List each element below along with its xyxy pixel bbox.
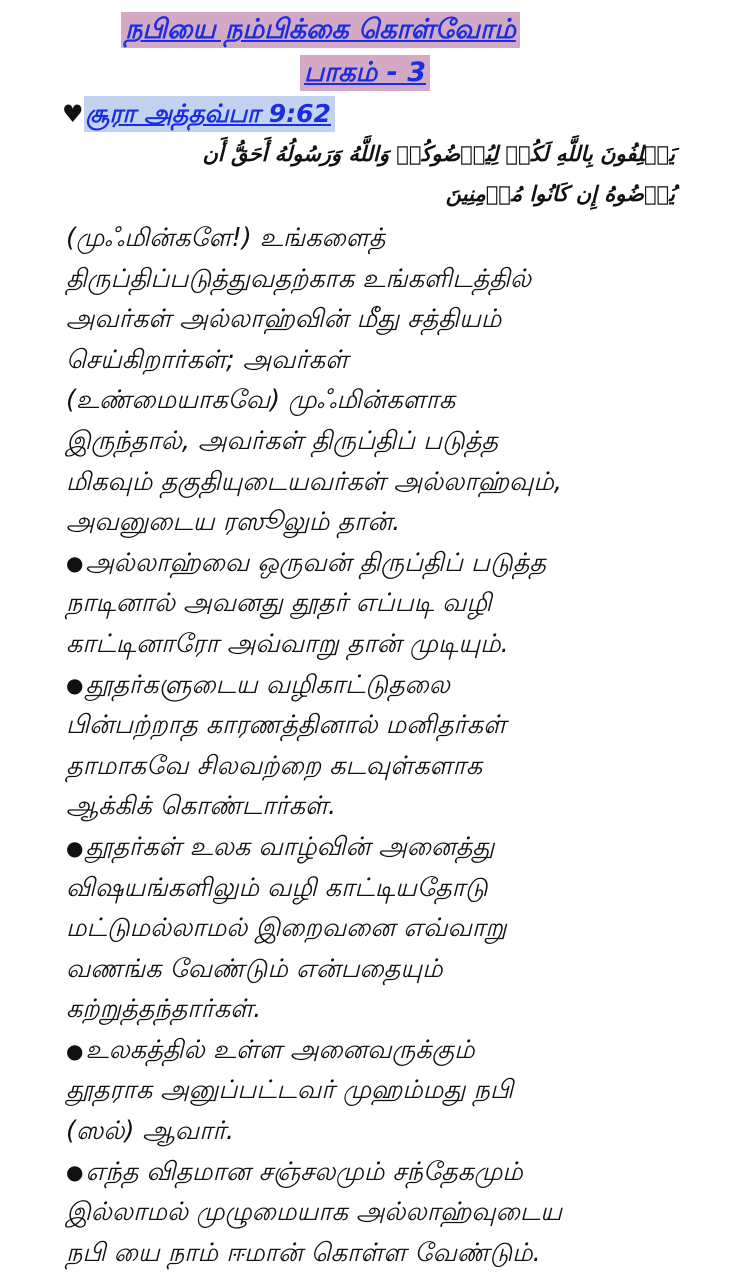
text-line: வணங்க வேண்டும் என்பதையும்	[66, 953, 443, 984]
text-line: ஆக்கிக் கொண்டார்கள்.	[66, 791, 337, 822]
bullet-line: ●தூதர்கள் உலக வாழ்வின் அனைத்து	[66, 831, 495, 862]
bullet-line: ●உலகத்தில் உள்ள அனைவருக்கும்	[66, 1034, 475, 1065]
text-line: செய்கிறார்கள்; அவர்கள்	[66, 344, 349, 375]
text-line: தாமாகவே சிலவற்றை கடவுள்களாக	[66, 750, 483, 781]
bullet-line: ●அல்லாஹ்வை ஒருவன் திருப்திப் படுத்த	[66, 547, 547, 578]
text-line: (முஃமின்களே!) உங்களைத்	[66, 223, 386, 253]
text-line: இருந்தால், அவர்கள் திருப்திப் படுத்த	[66, 425, 499, 456]
text-line: அவனுடைய ரஸூலும் தான்.	[66, 507, 401, 538]
arabic-verse-line-2: يُرۡضُوهُ إِن كَانُوا مُؤۡمِنِينَ	[445, 181, 675, 206]
text-line: திருப்திப்படுத்துவதற்காக உங்களிடத்தில்	[66, 263, 532, 294]
arabic-verse-line-1: يَحۡلِفُونَ بِاللَّهِ لَكُمۡ لِيُرۡضُوكُمۡ وَاللَّهُ وَرَسُولُهُ أَحَقُّ أَن	[202, 141, 675, 166]
text-line: அவர்கள் அல்லாஹ்வின் மீது சத்தியம்	[66, 304, 502, 335]
surah-label: சூரா அத்தவ்பா 9:62	[84, 96, 335, 132]
bullet-line: ●எந்த விதமான சஞ்சலமும் சந்தேகமும்	[66, 1156, 523, 1187]
title-line-1: நபியை நம்பிக்கை கொள்வோம்	[121, 12, 520, 48]
bullet-icon: ●	[66, 673, 84, 698]
title-line-2: பாகம் - 3	[300, 55, 430, 91]
text-line: மிகவும் தகுதியுடையவர்கள் அல்லாஹ்வும்,	[66, 466, 563, 497]
text-line: நபி யை நாம் ஈமான் கொள்ள வேண்டும்.	[66, 1237, 541, 1268]
bullet-icon: ●	[66, 835, 84, 860]
surah-reference	[62, 96, 335, 132]
heart-icon: ♥	[62, 100, 84, 128]
text-line: கற்றுத்தந்தார்கள்.	[66, 994, 262, 1025]
text-line: பின்பற்றாத காரணத்தினால் மனிதர்கள்	[66, 710, 507, 741]
text-line: (உண்மையாகவே) முஃமின்களாக	[66, 385, 456, 416]
bullet-icon: ●	[66, 1038, 84, 1063]
text-line: இல்லாமல் முழுமையாக அல்லாஹ்வுடைய	[66, 1197, 563, 1228]
bullet-line: ●தூதர்களுடைய வழிகாட்டுதலை	[66, 669, 450, 700]
text-line: காட்டினாரோ அவ்வாறு தான் முடியும்.	[66, 628, 509, 659]
text-line: நாடினால் அவனது தூதர் எப்படி வழி	[66, 588, 492, 619]
bullet-icon: ●	[66, 551, 84, 576]
text-line: தூதராக அனுப்பட்டவர் முஹம்மது நபி	[66, 1075, 514, 1106]
text-line: மட்டுமல்லாமல் இறைவனை எவ்வாறு	[66, 913, 507, 944]
translation-body	[66, 218, 716, 1273]
text-line: (ஸல்) ஆவார்.	[66, 1116, 234, 1147]
text-line: விஷயங்களிலும் வழி காட்டியதோடு	[66, 872, 488, 903]
bullet-icon: ●	[66, 1160, 84, 1185]
